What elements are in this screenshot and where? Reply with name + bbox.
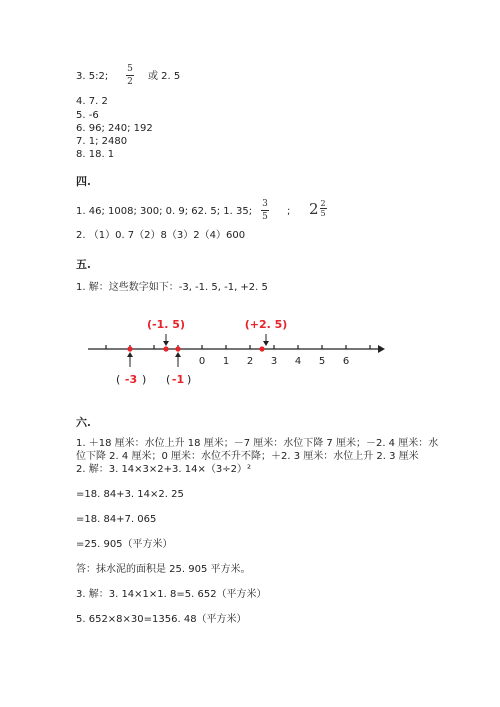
s6-line-5: =25. 905（平方米） xyxy=(76,539,173,550)
arrow-head-neg-1-5 xyxy=(163,341,169,346)
fraction-denominator: 5 xyxy=(262,212,268,222)
s6-line-1a: 1. ＋18 厘米：水位上升 18 厘米；－7 厘米：水位下降 7 厘米；－2. 4 厘米：水 xyxy=(76,438,439,449)
s6-line-7: 3. 解：3. 14×1×1. 8=5. 652（平方米） xyxy=(76,589,267,600)
arrow-head-neg-3 xyxy=(127,352,133,357)
mixed-numerator: 2 xyxy=(320,199,326,208)
s4-line-2: 2. （1）0. 7（2）8（3）2（4）600 xyxy=(76,230,246,241)
fraction-3-5 xyxy=(261,199,269,222)
label-neg-1-value: -1 xyxy=(171,373,185,386)
answer-line-4: 4. 7. 2 xyxy=(76,96,108,107)
fraction-denominator: 2 xyxy=(127,77,133,87)
number-line-arrow xyxy=(378,345,385,353)
number-line-figure xyxy=(82,313,402,393)
tick-label: 3 xyxy=(270,356,278,367)
answer-line-7: 7. 1; 2480 xyxy=(76,136,128,147)
mixed-whole: 2 xyxy=(309,199,319,218)
s6-line-3: =18. 84+3. 14×2. 25 xyxy=(76,489,184,500)
label-neg-1-open: ( xyxy=(166,373,171,386)
mixed-denominator: 5 xyxy=(320,209,326,218)
section-heading-5: 五. xyxy=(76,258,91,271)
label-neg-1-5: (-1. 5) xyxy=(147,318,185,331)
answer-line-3-suffix: 或 2. 5 xyxy=(148,71,181,82)
tick-label: 4 xyxy=(294,356,302,367)
label-neg-1-close: ) xyxy=(187,373,192,386)
s6-line-4: =18. 84+7. 065 xyxy=(76,514,157,525)
fraction-numerator: 5 xyxy=(127,64,133,74)
tick-label: 0 xyxy=(198,356,206,367)
s4-line-1-prefix: 1. 46; 1008; 300; 0. 9; 62. 5; 1. 35; xyxy=(76,206,253,217)
label-neg-3-open: ( xyxy=(116,373,121,386)
fraction-5-2 xyxy=(126,64,134,87)
answer-line-8: 8. 18. 1 xyxy=(76,149,115,160)
s5-line-1: 1. 解：这些数字如下：-3, -1. 5, -1, +2. 5 xyxy=(76,282,268,293)
marked-point xyxy=(127,346,132,351)
fraction-numerator: 3 xyxy=(262,199,268,209)
s6-line-1b: 位下降 2. 4 厘米；0 厘米：水位不升不降；＋2. 3 厘米：水位上升 2. 3 厘米 xyxy=(76,451,419,462)
label-neg-3-close: ) xyxy=(142,373,147,386)
section-heading-6: 六. xyxy=(76,416,91,429)
tick-label: 1 xyxy=(222,356,230,367)
section-heading-4: 四. xyxy=(76,175,91,188)
marked-point xyxy=(175,346,180,351)
answer-line-5: 5. -6 xyxy=(76,110,99,121)
tick-label: 5 xyxy=(318,356,326,367)
answer-line-3-prefix: 3. 5:2; xyxy=(76,71,109,82)
tick-label: 2 xyxy=(246,356,254,367)
marked-point xyxy=(163,346,168,351)
label-pos-2-5: (+2. 5) xyxy=(244,318,288,331)
tick-label: 6 xyxy=(342,356,350,367)
mixed-number-2-2-5 xyxy=(309,199,327,218)
s6-line-2: 2. 解：3. 14×3×2+3. 14×（3÷2）² xyxy=(76,464,251,475)
arrow-head-neg-1 xyxy=(175,352,181,357)
arrow-head-pos-2-5 xyxy=(263,341,269,346)
separator: ; xyxy=(287,206,291,217)
marked-point xyxy=(259,346,264,351)
s6-line-8: 5. 652×8×30=1356. 48（平方米） xyxy=(76,614,247,625)
s6-line-6: 答：抹水泥的面积是 25. 905 平方米。 xyxy=(76,564,251,575)
answer-line-6: 6. 96; 240; 192 xyxy=(76,123,153,134)
label-neg-3-value: -3 xyxy=(124,373,138,386)
